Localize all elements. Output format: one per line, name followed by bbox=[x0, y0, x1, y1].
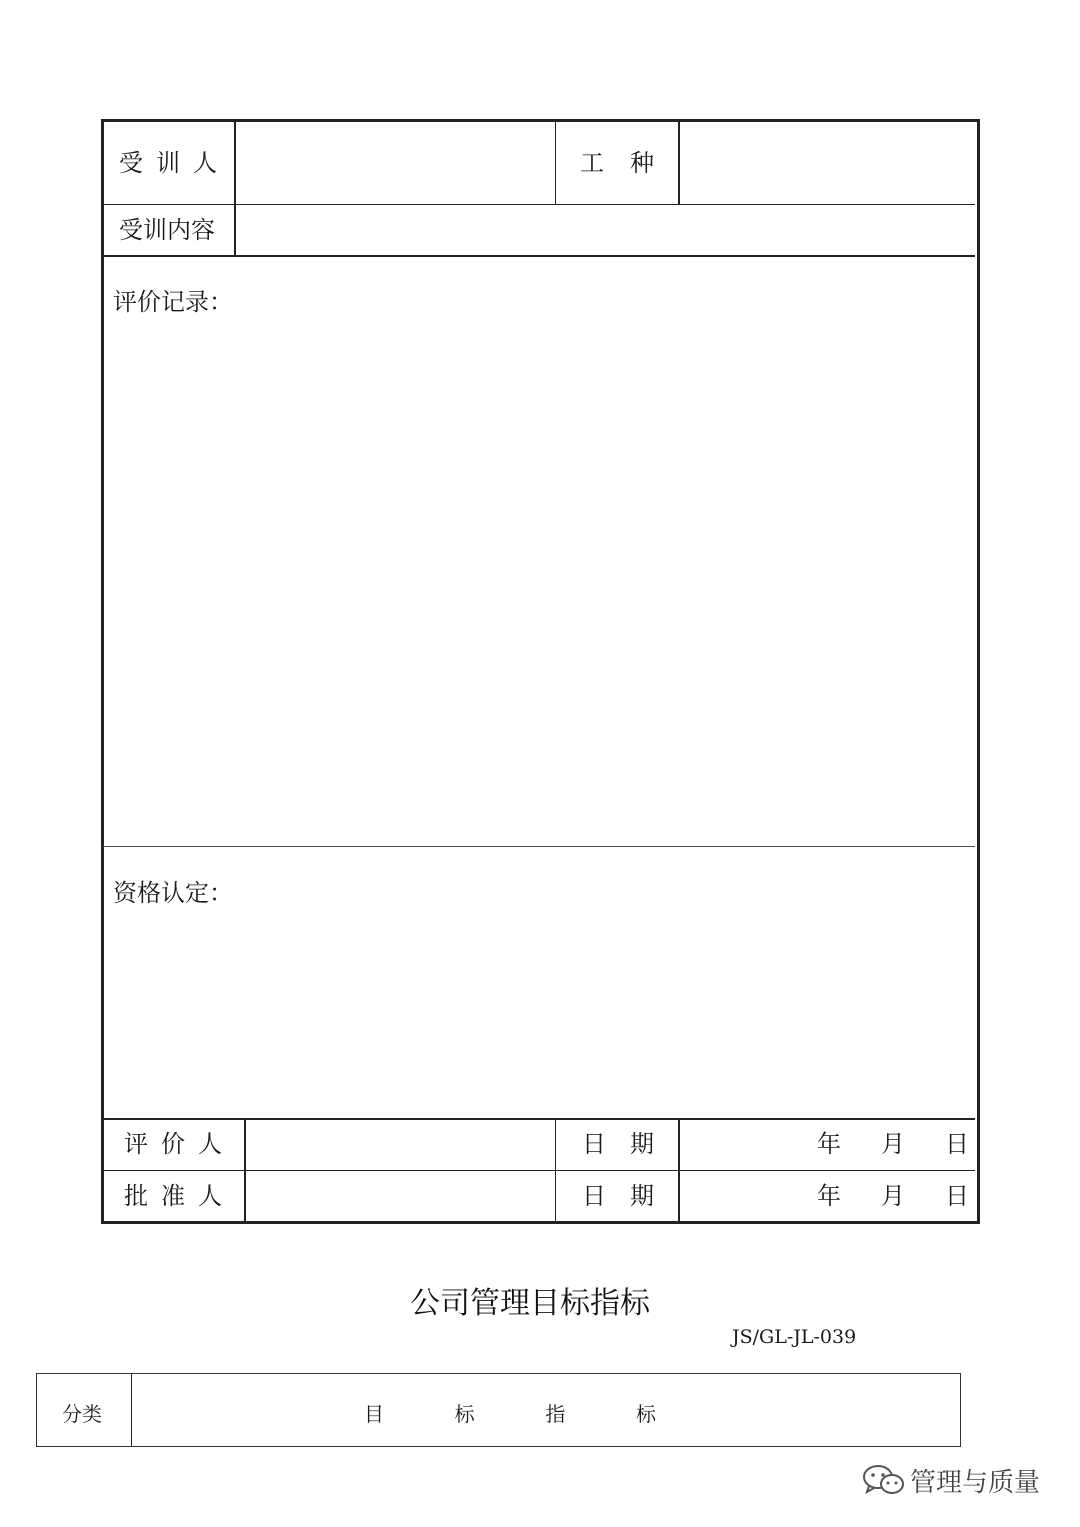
targets-category-header: 分类 bbox=[62, 1402, 102, 1426]
qualification-area[interactable] bbox=[104, 916, 972, 1116]
evaluation-record-area[interactable] bbox=[104, 326, 972, 844]
char: 日 bbox=[582, 1130, 606, 1158]
approver-date-day: 日 bbox=[945, 1182, 969, 1210]
evaluator-field[interactable] bbox=[247, 1121, 554, 1169]
col-divider bbox=[678, 121, 680, 205]
char: 标 bbox=[635, 1402, 656, 1426]
char: 种 bbox=[630, 149, 654, 177]
approver-label bbox=[124, 1184, 222, 1208]
evaluator-date-label bbox=[582, 1132, 654, 1156]
training-content-label: 受训内容 bbox=[119, 216, 215, 244]
trade-field[interactable] bbox=[681, 122, 973, 203]
col-divider bbox=[555, 1119, 556, 1221]
approver-date-month: 月 bbox=[881, 1182, 905, 1210]
char: 人 bbox=[198, 1182, 222, 1210]
char: 日 bbox=[582, 1182, 606, 1210]
char: 准 bbox=[161, 1182, 185, 1210]
training-content-field[interactable] bbox=[237, 206, 973, 254]
evaluator-date-day: 日 bbox=[945, 1130, 969, 1158]
evaluator-date-month: 月 bbox=[881, 1130, 905, 1158]
char: 期 bbox=[630, 1130, 654, 1158]
wechat-icon bbox=[862, 1462, 906, 1498]
approver-date-year: 年 bbox=[817, 1182, 841, 1210]
char: 工 bbox=[580, 149, 604, 177]
row-divider bbox=[103, 1170, 975, 1171]
col-divider bbox=[555, 121, 556, 205]
char: 期 bbox=[630, 1182, 654, 1210]
char: 受 bbox=[119, 149, 143, 177]
char: 批 bbox=[124, 1182, 148, 1210]
col-divider bbox=[678, 1119, 680, 1221]
evaluator-date-year: 年 bbox=[817, 1130, 841, 1158]
char: 指 bbox=[545, 1402, 566, 1426]
qualification-label: 资格认定： bbox=[113, 879, 233, 907]
trainee-label bbox=[119, 151, 217, 175]
approver-field[interactable] bbox=[247, 1172, 554, 1219]
char: 价 bbox=[161, 1130, 185, 1158]
evaluator-label bbox=[124, 1132, 222, 1156]
char: 训 bbox=[156, 149, 180, 177]
targets-col-divider bbox=[131, 1374, 132, 1446]
char: 人 bbox=[198, 1130, 222, 1158]
approver-date-label bbox=[582, 1184, 654, 1208]
doc-code: JS/GL-JL-039 bbox=[732, 1326, 857, 1348]
trainee-field[interactable] bbox=[237, 122, 554, 203]
watermark bbox=[862, 1460, 1040, 1500]
row-divider bbox=[103, 1118, 975, 1120]
char: 标 bbox=[454, 1402, 475, 1426]
col-divider bbox=[244, 1119, 246, 1221]
row-divider bbox=[103, 846, 975, 847]
char: 评 bbox=[124, 1130, 148, 1158]
col-divider bbox=[234, 121, 236, 256]
trade-label bbox=[580, 151, 654, 175]
targets-indicators-header bbox=[364, 1404, 656, 1424]
watermark-brand: 管理与质量 bbox=[910, 1467, 1041, 1498]
char: 人 bbox=[193, 149, 217, 177]
targets-title: 公司管理目标指标 bbox=[410, 1286, 650, 1321]
char: 目 bbox=[364, 1402, 384, 1426]
evaluation-record-label: 评价记录： bbox=[113, 288, 233, 316]
